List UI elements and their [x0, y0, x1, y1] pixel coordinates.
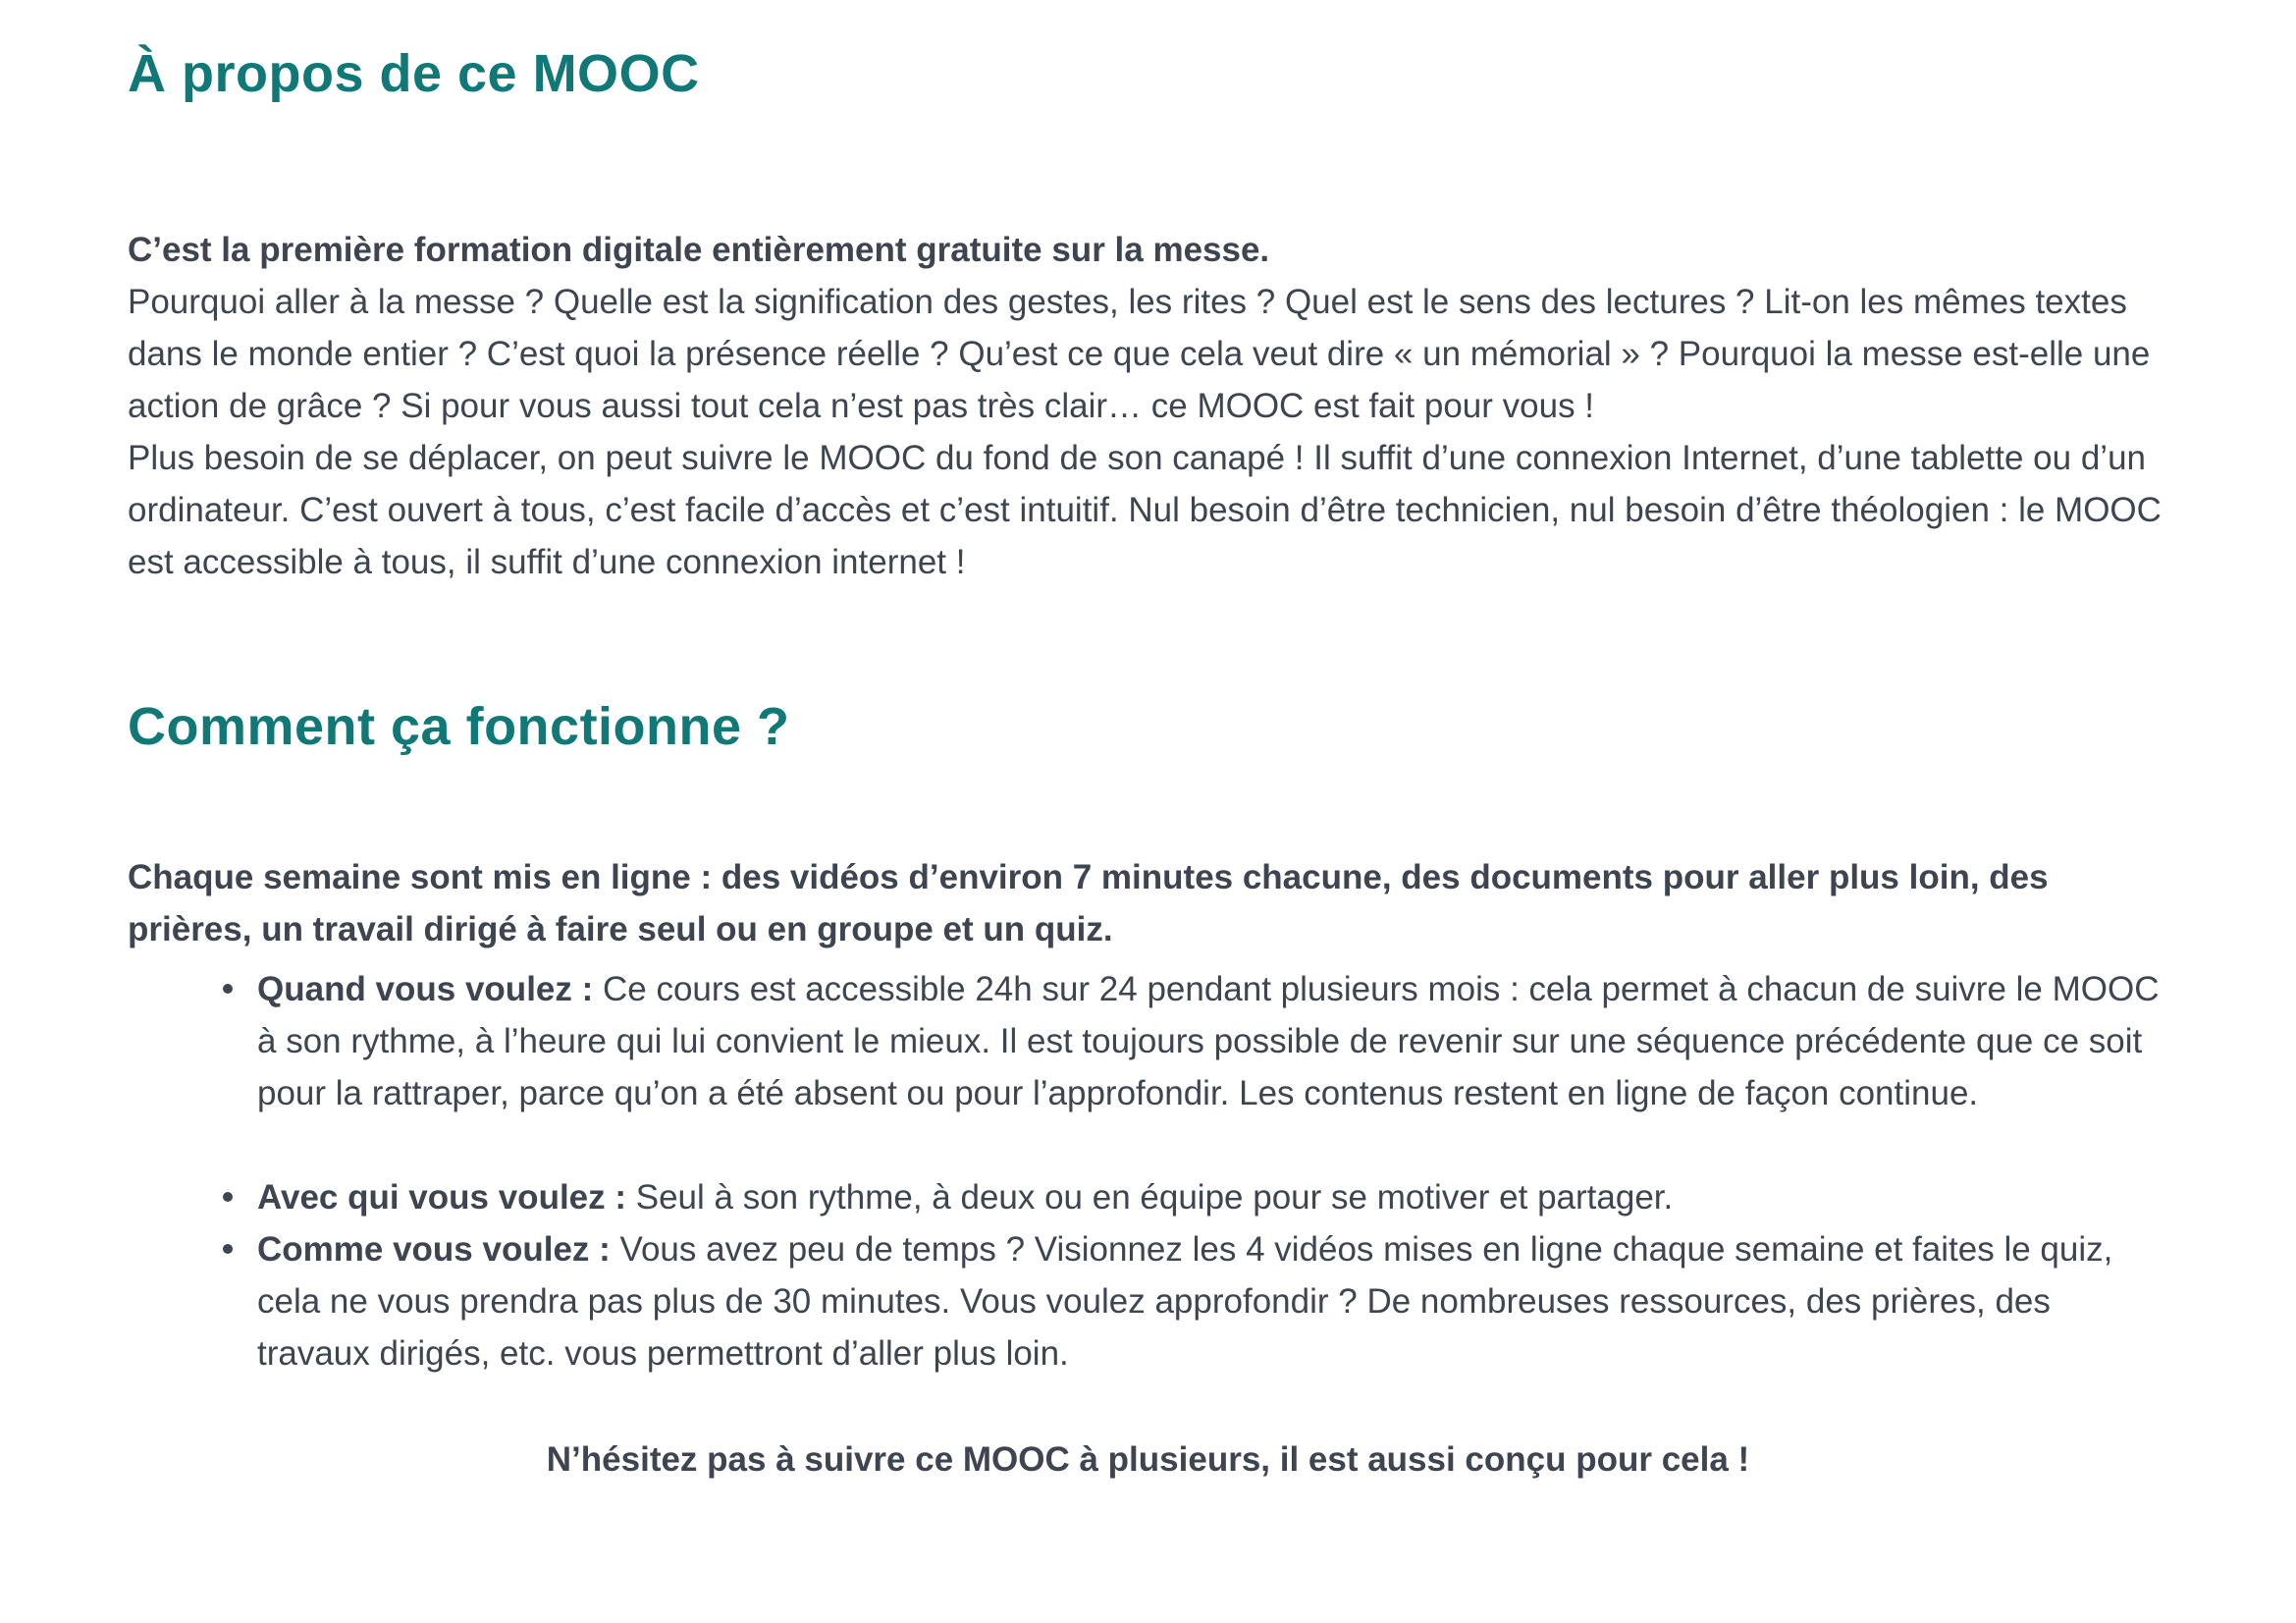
bullet-text-how-you-want: Vous avez peu de temps ? Visionnez les 4 vidéos mises en ligne chaque semaine et faites le quiz, cela ne vous prendra pas plus de 30 minutes. Vous voulez approfondir ? De nombreuses ressources, des prières, des travaux dirigés, etc. vous permettront d’aller plus loin. — [257, 1230, 2113, 1373]
bullet-text-when: Ce cours est accessible 24h sur 24 pendant plusieurs mois : cela permet à chacun de suivre le MOOC à son rythme, à l’heure qui lui convient le mieux. Il est toujours possible de revenir sur une séquence précédente que ce soit pour la rattraper, parce qu’on a été absent ou pour l’approfondir. Les contenus restent en ligne de façon continue. — [257, 970, 2160, 1112]
document-page — [0, 41, 2296, 1623]
closing-note: N’hésitez pas à suivre ce MOOC à plusieurs, il est aussi conçu pour cela ! — [546, 1440, 1750, 1479]
section-heading-about: À propos de ce MOOC — [128, 44, 700, 103]
section-about — [128, 41, 2168, 588]
paragraph-about-1: Pourquoi aller à la messe ? Quelle est la signification des gestes, les rites ? Quel est le sens des lectures ? Lit-on les mêmes textes dans le monde entier ? C’est quoi la présence réelle ? Qu’est ce que cela veut dire « un mémorial » ? Pourquoi la messe est-elle une action de grâce ? Si pour vous aussi tout cela n’est pas très clair… ce MOOC est fait pour vous ! — [128, 283, 2151, 425]
bullet-item-when — [221, 963, 2168, 1119]
bullet-label-when: Quand vous voulez : — [257, 970, 594, 1008]
bullet-item-how-you-want — [221, 1223, 2168, 1380]
section-heading-how: Comment ça fonctionne ? — [128, 697, 790, 756]
bullet-text-with-whom: Seul à son rythme, à deux ou en équipe pour se motiver et partager. — [635, 1178, 1674, 1217]
paragraph-about-2: Plus besoin de se déplacer, on peut suivre le MOOC du fond de son canapé ! Il suffit d’une connexion Internet, d’une tablette ou d’un ordinateur. C’est ouvert à tous, c’est facile d’accès et c’est intuitif. Nul besoin d’être technicien, nul besoin d’être théologien : le MOOC est accessible à tous, il suffit d’une connexion internet ! — [128, 439, 2162, 581]
lead-paragraph-about: C’est la première formation digitale entièrement gratuite sur la messe. — [128, 231, 1270, 269]
section-how-it-works — [128, 694, 2168, 1486]
lead-paragraph-how: Chaque semaine sont mis en ligne : des vidéos d’environ 7 minutes chacune, des documents pour aller plus loin, des prières, un travail dirigé à faire seul ou en groupe et un quiz. — [128, 858, 2049, 948]
bullet-item-with-whom — [221, 1171, 2168, 1223]
bullet-label-how-you-want: Comme vous voulez : — [257, 1230, 611, 1269]
bullet-list — [128, 963, 2168, 1380]
bullet-label-with-whom: Avec qui vous voulez : — [257, 1178, 627, 1217]
